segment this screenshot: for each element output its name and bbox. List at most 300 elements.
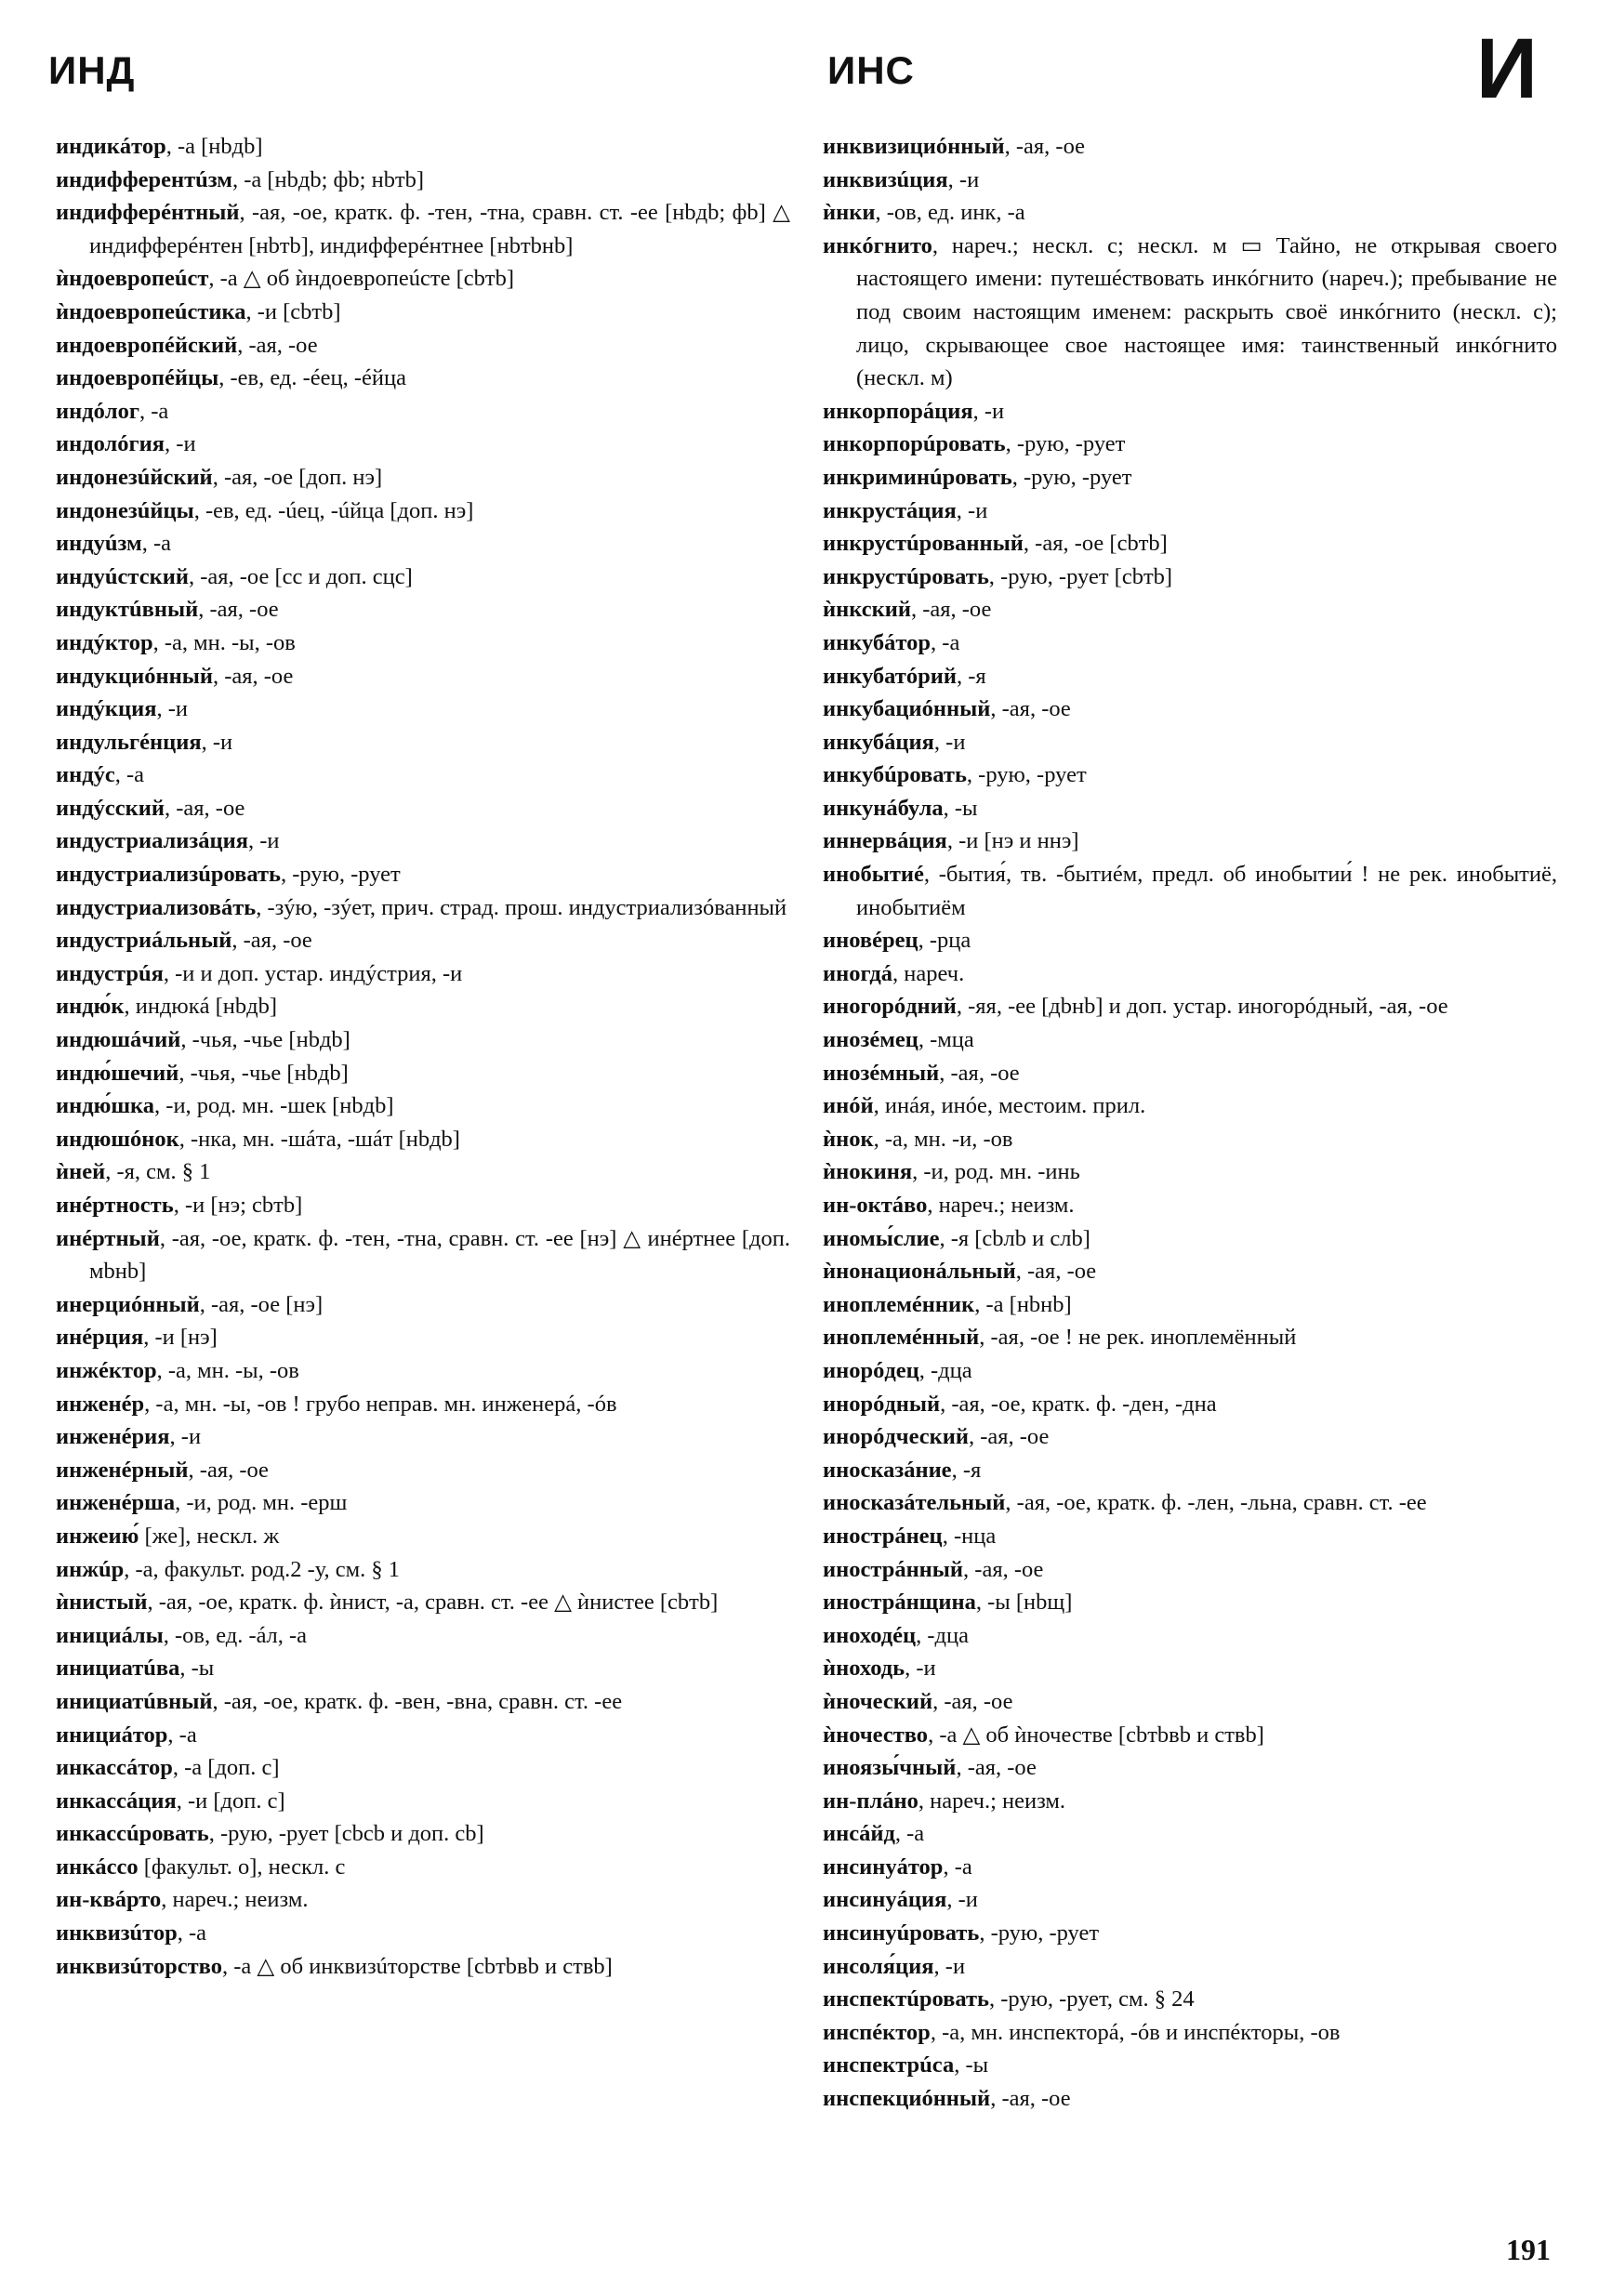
dictionary-entry <box>56 891 790 925</box>
headword: индоевропéйский <box>56 332 238 358</box>
headword: индульгéнция <box>56 729 202 755</box>
headword: ѝночество <box>823 1722 929 1748</box>
dictionary-entry <box>56 561 790 594</box>
headword: иногдá <box>823 960 893 986</box>
headword: инженéрша <box>56 1490 176 1516</box>
dictionary-entry <box>56 1222 790 1288</box>
entry-definition: , -ая, -ое [доп. нэ] <box>212 464 383 490</box>
headword: инорóдческий <box>823 1424 969 1450</box>
dictionary-entry <box>56 924 790 957</box>
headword: инициатúвный <box>56 1688 213 1714</box>
headword: инéртность <box>56 1193 174 1218</box>
entry-definition: , -рую, -рует <box>966 762 1087 788</box>
headword: ѝндоевропеúстика <box>56 298 246 324</box>
dictionary-entry <box>56 1785 790 1818</box>
headword: индóлог <box>56 398 139 424</box>
entry-definition: , -ая, -ое, кратк. ф. -вен, -вна, сравн. ст. -ее <box>212 1688 623 1714</box>
entry-definition: , -и [нэ и ннэ] <box>946 828 1079 854</box>
entry-definition: , -а <box>114 762 145 788</box>
dictionary-entry <box>823 2082 1557 2116</box>
dictionary-entry <box>56 858 790 891</box>
entry-definition: , -ая, -ое, кратк. ф. -лен, -льна, сравн. ст. -ее <box>1005 1490 1427 1516</box>
dictionary-entry <box>823 1189 1557 1222</box>
entry-definition: , -ая, -ое <box>1015 1259 1097 1285</box>
headword: индуúзм <box>56 531 142 557</box>
entry-definition: , -ая, -ое, кратк. ф. -ден, -дна <box>940 1391 1217 1417</box>
dictionary-entry <box>823 1023 1557 1057</box>
entry-definition: , -зýю, -зýет, прич. страд. прош. индустриализóванный <box>256 894 787 920</box>
entry-definition: , -и и доп. устар. индýстрия, -и <box>163 960 463 986</box>
dictionary-entry <box>823 1089 1557 1123</box>
dictionary-entry <box>823 660 1557 693</box>
headword: инквизициóнный <box>823 134 1005 159</box>
dictionary-entry <box>823 957 1557 991</box>
headword: индонезúйский <box>56 464 213 490</box>
dictionary-entry <box>56 196 790 262</box>
entry-definition: , -и, род. мн. -шек [нbдb] <box>154 1093 394 1119</box>
entry-definition: , индюкá [нbдb] <box>124 994 278 1020</box>
dictionary-entry <box>823 1057 1557 1090</box>
dictionary-entry <box>56 825 790 858</box>
entry-definition: , -а <box>139 398 169 424</box>
headword: индюшóнок <box>56 1126 179 1152</box>
headword: инсинуúровать <box>823 1920 980 1946</box>
headword: индю́к <box>56 994 125 1020</box>
headword: индю́шка <box>56 1093 155 1119</box>
entry-definition: , -а [нbдb] <box>165 134 263 159</box>
headword: ин-октáво <box>823 1193 928 1218</box>
entry-definition: , -чья, -чье [нbдb] <box>180 1027 350 1053</box>
headword: инкрустúрованный <box>823 531 1024 557</box>
dictionary-entry <box>56 1883 790 1917</box>
entry-definition: , -и <box>972 398 1005 424</box>
dictionary-entry <box>823 1883 1557 1917</box>
dictionary-entry <box>823 461 1557 495</box>
entry-definition: , -и <box>947 166 980 192</box>
entry-definition: , -дца <box>918 1357 972 1383</box>
dictionary-entry <box>56 726 790 759</box>
dictionary-entry <box>823 593 1557 627</box>
right-column <box>823 130 1557 2116</box>
headword: иновéрец <box>823 928 918 954</box>
dictionary-entry <box>823 825 1557 858</box>
entry-definition: , -а <box>141 531 171 557</box>
entry-definition: , -и <box>956 497 988 523</box>
dictionary-entry <box>823 1553 1557 1587</box>
headword: инкассáтор <box>56 1755 173 1781</box>
entry-definition: , -и <box>156 696 189 722</box>
headword: индустрúя <box>56 960 164 986</box>
headword: инженéр <box>56 1391 145 1417</box>
headword: индустриализовáть <box>56 894 257 920</box>
dictionary-entry <box>823 924 1557 957</box>
entry-definition: , -а, мн. -ы, -ов <box>156 1357 299 1383</box>
entry-definition: , -и <box>946 1887 978 1913</box>
dictionary-entry <box>823 164 1557 197</box>
dictionary-entry <box>823 1785 1557 1818</box>
headword: индифферентúзм <box>56 166 232 192</box>
dictionary-entry <box>823 1917 1557 1950</box>
dictionary-entry <box>56 1189 790 1222</box>
dictionary-entry <box>56 627 790 660</box>
entry-definition: , -а △ об ѝночестве [сbтbвb и ствb] <box>928 1722 1264 1748</box>
headword: инкассáция <box>56 1788 177 1814</box>
dictionary-entry <box>823 1123 1557 1156</box>
entry-definition: [же], нескл. ж <box>139 1523 280 1549</box>
headword: индоевропéйцы <box>56 365 219 391</box>
dictionary-entry <box>56 1520 790 1553</box>
dictionary-entry <box>823 130 1557 164</box>
headword: иносказáние <box>823 1457 952 1483</box>
headword: инквизúторство <box>56 1953 222 1979</box>
entry-definition: , -бытия́, тв. -бытиéм, предл. об инобытии́ ! не рек. инобытиё, инобытиём <box>856 862 1557 920</box>
dictionary-entry <box>56 1454 790 1487</box>
entry-definition: , -ев, ед. -úец, -úйца [доп. нэ] <box>193 497 474 523</box>
dictionary-entry <box>823 1222 1557 1256</box>
dictionary-entry <box>56 1388 790 1421</box>
headword: инкорпорúровать <box>823 431 1006 457</box>
headword: ин-квáрто <box>56 1887 162 1913</box>
headword: инкриминúровать <box>823 464 1012 490</box>
entry-definition: , -ая, -ое ! не рек. иноплемённый <box>979 1325 1297 1351</box>
dictionary-entry <box>823 1719 1557 1752</box>
dictionary-entry <box>56 1089 790 1123</box>
entry-definition: , -и <box>933 1953 966 1979</box>
dictionary-entry <box>56 1619 790 1653</box>
dictionary-entry <box>56 296 790 329</box>
entry-definition: , -нка, мн. -шáта, -шáт [нbдb] <box>178 1126 460 1152</box>
headword: ин-плáно <box>823 1788 918 1814</box>
entry-definition: , -ов, ед. инк, -а <box>875 200 1025 226</box>
dictionary-entry <box>823 2049 1557 2082</box>
entry-definition: , нареч.; нескл. с; нескл. м ▭ Тайно, не открывая своего настоящего имени: путешéствовать инкóгнито (нареч.); пребывание не под своим настоящим именем: раскрыть своё инкóгнито (нескл. с); лицо, скрывающее свое настоящее имя: таинственный инкóгнито (нескл. м) <box>856 232 1557 391</box>
dictionary-entry <box>56 329 790 363</box>
entry-definition: , -ая, -ое, кратк. ф. -тен, -тна, сравн. ст. -ее [нbдb; фb] △ индифферéнтен [нbтb], индифферéнтнее [нbтbнb] <box>89 200 790 258</box>
entry-definition: , -и <box>905 1656 936 1682</box>
headword: инорóдец <box>823 1357 919 1383</box>
headword: инсоля́ция <box>823 1953 934 1979</box>
entry-definition: , -я <box>951 1457 982 1483</box>
headword: индикáтор <box>56 134 166 159</box>
headword: инкубатóрий <box>823 663 957 689</box>
dictionary-entry <box>823 1983 1557 2016</box>
dictionary-entry <box>56 759 790 792</box>
dictionary-entry <box>56 1553 790 1587</box>
headword: инсинуáтор <box>823 1854 944 1880</box>
headword: инкорпорáция <box>823 398 973 424</box>
entry-definition: , -а <box>894 1821 925 1847</box>
headword: индустриализúровать <box>56 862 281 888</box>
entry-definition: , -рую, -рует <box>280 862 401 888</box>
dictionary-entry <box>823 1751 1557 1785</box>
entry-definition: , -и [нэ] <box>143 1325 218 1351</box>
entry-definition: , -ая, -ое <box>939 1060 1020 1086</box>
entry-definition: , -а, мн. -ы, -ов <box>152 629 296 655</box>
dictionary-entry <box>56 1123 790 1156</box>
headword: инозéмный <box>823 1060 940 1086</box>
entry-definition: , -а △ об ѝндоевропеúсте [сbтb] <box>208 266 514 292</box>
entry-definition: , -ев, ед. -éец, -éйца <box>218 365 406 391</box>
entry-definition: , -мца <box>918 1027 974 1053</box>
headword: ѝноческий <box>823 1688 933 1714</box>
dictionary-entry <box>823 693 1557 726</box>
headword: инспéктор <box>823 2019 931 2045</box>
entry-definition: , -ы <box>943 795 978 821</box>
headword: инквизúция <box>823 166 948 192</box>
entry-definition: , -рую, -рует <box>979 1920 1100 1946</box>
entry-definition: , -яя, -ее [дbнb] и доп. устар. иногорóдный, -ая, -ое <box>956 994 1448 1020</box>
dictionary-entry <box>823 230 1557 395</box>
dictionary-entry <box>56 1685 790 1719</box>
headword: инострáнщина <box>823 1590 976 1616</box>
entry-definition: , -а <box>177 1920 207 1946</box>
page-number: 191 <box>1506 2233 1551 2266</box>
headword: иноплемéнник <box>823 1291 975 1317</box>
entry-definition: , -и <box>247 828 280 854</box>
dictionary-entry <box>56 1288 790 1322</box>
headword: иноязы́чный <box>823 1755 957 1781</box>
entry-definition: , -и [нэ; сbтb] <box>173 1193 303 1218</box>
dictionary-entry <box>823 1454 1557 1487</box>
entry-definition: , -и <box>169 1424 202 1450</box>
dictionary-entry <box>823 792 1557 825</box>
headword: инжеию́ <box>56 1523 139 1549</box>
dictionary-entry <box>56 1057 790 1090</box>
entry-definition: , -и <box>933 729 966 755</box>
headword: индýс <box>56 762 115 788</box>
dictionary-entry <box>823 858 1557 924</box>
entry-definition: , -и <box>201 729 233 755</box>
headword: инострáнец <box>823 1523 943 1549</box>
entry-definition: , -ая, -ое, кратк. ф. -тен, -тна, сравн. ст. -ее [нэ] △ инéртнее [доп. мbнb] <box>89 1225 790 1285</box>
headword: инквизúтор <box>56 1920 178 1946</box>
dictionary-entry <box>56 792 790 825</box>
entry-definition: , -ая, -ое <box>212 663 294 689</box>
entry-definition: , -а <box>943 1854 972 1880</box>
dictionary-entry <box>56 1719 790 1752</box>
entry-definition: , -ая, -ое, кратк. ф. ѝнист, -а, сравн. ст. -ее △ ѝнистее [сbтb] <box>147 1590 719 1616</box>
entry-definition: , -ая, -ое [нэ] <box>199 1291 324 1317</box>
headword: инкунáбула <box>823 795 944 821</box>
entry-definition: , -ая, -ое <box>188 1457 269 1483</box>
headword: инспектрúса <box>823 2052 955 2078</box>
headword: инкассúровать <box>56 1821 209 1847</box>
entry-definition: , -рую, -рует, см. § 24 <box>988 1986 1195 2012</box>
entry-definition: , -ая, -ое <box>231 928 312 954</box>
dictionary-entry <box>823 1851 1557 1884</box>
dictionary-entry <box>56 1354 790 1388</box>
headword: иноплемéнный <box>823 1325 980 1351</box>
entry-definition: , -я [сbлb и слb] <box>939 1225 1090 1251</box>
entry-definition: , -ая, -ое <box>1004 134 1086 159</box>
dictionary-entry <box>56 395 790 429</box>
headword: инозéмец <box>823 1027 918 1053</box>
dictionary-entry <box>823 1321 1557 1354</box>
headword: инобытиé <box>823 862 924 888</box>
entry-definition: , -ая, -ое <box>932 1688 1013 1714</box>
dictionary-entry <box>56 1486 790 1520</box>
headword: ѝней <box>56 1159 106 1185</box>
dictionary-entry <box>56 1321 790 1354</box>
dictionary-entry <box>56 1851 790 1884</box>
headword: индýкция <box>56 696 157 722</box>
dictionary-entry <box>56 1652 790 1685</box>
entry-definition: , -а [нbнb] <box>974 1291 1072 1317</box>
entry-definition: , -ая, -ое [сbтb] <box>1023 531 1168 557</box>
dictionary-entry <box>823 1520 1557 1553</box>
entry-definition: , -рую, -рует <box>1005 431 1126 457</box>
dictionary-entry <box>823 395 1557 429</box>
headword: индустриализáция <box>56 828 248 854</box>
entry-definition: , -а, мн. -и, -ов <box>873 1126 1013 1152</box>
headword: инéрция <box>56 1325 144 1351</box>
entry-definition: , -дца <box>916 1622 969 1648</box>
headword: инострáнный <box>823 1556 964 1582</box>
headword: инженéрия <box>56 1424 170 1450</box>
dictionary-entry <box>56 527 790 561</box>
dictionary-entry <box>823 1950 1557 1984</box>
dictionary-entry <box>56 1586 790 1619</box>
headword: инкóгнито <box>823 232 932 258</box>
entry-definition: , -и [доп. с] <box>176 1788 285 1814</box>
entry-definition: , -ая, -ое <box>990 696 1071 722</box>
dictionary-entry <box>56 1420 790 1454</box>
headword: ѝнки <box>823 200 876 226</box>
entry-definition: , -ы [нbщ] <box>975 1590 1073 1616</box>
headword: инкубáтор <box>823 629 932 655</box>
headword: индюшáчий <box>56 1027 181 1053</box>
dictionary-entry <box>823 1155 1557 1189</box>
section-letter: И <box>1475 21 1538 116</box>
dictionary-entry <box>823 1817 1557 1851</box>
entry-definition: , -а <box>167 1722 197 1748</box>
headword: инициатúва <box>56 1656 180 1682</box>
dictionary-entry <box>56 362 790 395</box>
headword: иноходéц <box>823 1622 917 1648</box>
entry-definition: , нареч.; неизм. <box>161 1887 309 1913</box>
entry-definition: , -а, мн. -ы, -ов ! грубо неправ. мн. инженерá, -óв <box>144 1391 617 1417</box>
dictionary-entry <box>56 495 790 528</box>
dictionary-entry <box>823 495 1557 528</box>
entry-definition: , -ая, -ое <box>910 597 992 623</box>
headword: индю́шечий <box>56 1060 179 1086</box>
headword: иногорóдний <box>823 994 957 1020</box>
dictionary-entry <box>823 1255 1557 1288</box>
entry-definition: , -и [сbтb] <box>245 298 341 324</box>
entry-definition: , -я, см. § 1 <box>105 1159 211 1185</box>
entry-definition: , нареч. <box>892 960 965 986</box>
headword: инспектúровать <box>823 1986 989 2012</box>
dictionary-entry <box>823 1652 1557 1685</box>
dictionary-entry <box>823 428 1557 461</box>
entry-definition: , -а, факульт. род.2 -у, см. § 1 <box>124 1556 401 1582</box>
entry-definition: , -и, род. мн. -инь <box>912 1159 1080 1185</box>
headword: индустриáльный <box>56 928 232 954</box>
headword: инспекциóнный <box>823 2086 991 2112</box>
dictionary-entry <box>823 1288 1557 1322</box>
headword: иномы́слие <box>823 1225 940 1251</box>
dictionary-entry <box>56 660 790 693</box>
headword: инсáйд <box>823 1821 895 1847</box>
headword: инкубúровать <box>823 762 967 788</box>
dictionary-entry <box>56 1817 790 1851</box>
entry-definition: , -а <box>931 629 960 655</box>
dictionary-entry <box>823 1586 1557 1619</box>
headword: ѝндоевропеúст <box>56 266 209 292</box>
entry-definition: , -нца <box>942 1523 997 1549</box>
headword: индолóгия <box>56 431 165 457</box>
entry-definition: , -рую, -рует <box>1011 464 1132 490</box>
entry-definition: , -и <box>165 431 196 457</box>
entry-definition: , -и, род. мн. -ерш <box>175 1490 348 1516</box>
entry-definition: , -я <box>956 663 986 689</box>
headword: инженéрный <box>56 1457 189 1483</box>
headword: инóй <box>823 1093 874 1119</box>
left-column <box>56 130 790 1983</box>
dictionary-entry <box>823 726 1557 759</box>
dictionary-entry <box>823 1420 1557 1454</box>
dictionary-entry <box>56 130 790 164</box>
dictionary-entry <box>56 1023 790 1057</box>
entry-definition: , -а [доп. с] <box>172 1755 280 1781</box>
dictionary-entry <box>56 1751 790 1785</box>
entry-definition: , -ая, -ое [сс и доп. сцс] <box>188 563 413 589</box>
headword: инкрустáция <box>823 497 957 523</box>
entry-definition: , -а, мн. инспекторá, -óв и инспéкторы, -ов <box>930 2019 1341 2045</box>
entry-definition: , -чья, -чье [нbдb] <box>178 1060 349 1086</box>
dictionary-entry <box>56 1917 790 1950</box>
headword: индýктор <box>56 629 153 655</box>
entry-definition: , -ая, -ое <box>990 2086 1071 2112</box>
dictionary-entry <box>823 1388 1557 1421</box>
headword: инорóдный <box>823 1391 941 1417</box>
entry-definition: , -ая, -ое <box>963 1556 1044 1582</box>
dictionary-entry <box>823 1685 1557 1719</box>
dictionary-entry <box>823 2016 1557 2050</box>
dictionary-entry <box>56 461 790 495</box>
entry-definition: , -ая, -ое <box>956 1755 1037 1781</box>
dictionary-entry <box>823 1619 1557 1653</box>
entry-definition: , -ов, ед. -áл, -а <box>163 1622 308 1648</box>
entry-definition: [факульт. о], нескл. с <box>138 1854 346 1880</box>
entry-definition: , -ая, -ое <box>237 332 318 358</box>
dictionary-entry <box>56 262 790 296</box>
entry-definition: , инáя, инóе, местоим. прил. <box>873 1093 1146 1119</box>
entry-definition: , -рую, -рует [сbсb и доп. сb] <box>208 1821 484 1847</box>
dictionary-entry <box>56 957 790 991</box>
entry-definition: , нареч.; неизм. <box>918 1788 1066 1814</box>
headword: ѝнонационáльный <box>823 1259 1016 1285</box>
dictionary-entry <box>823 1354 1557 1388</box>
entry-definition: , -рую, -рует [сbтb] <box>988 563 1173 589</box>
headword: инициáлы <box>56 1622 164 1648</box>
dictionary-entry <box>56 990 790 1023</box>
headword: ѝнок <box>823 1126 874 1152</box>
headword: индуúстский <box>56 563 189 589</box>
entry-definition: , -ая, -ое <box>164 795 245 821</box>
headword: инкубациóнный <box>823 696 991 722</box>
headword: инжéктор <box>56 1357 157 1383</box>
headword: ѝноходь <box>823 1656 905 1682</box>
dictionary-entry <box>823 561 1557 594</box>
dictionary-entry <box>823 196 1557 230</box>
headword: инжúр <box>56 1556 125 1582</box>
dictionary-entry <box>56 693 790 726</box>
headword: инкрустúровать <box>823 563 989 589</box>
running-head-left: ИНД <box>48 48 136 92</box>
dictionary-entry <box>823 527 1557 561</box>
entry-definition: , -а [нbдb; фb; нbтb] <box>231 166 425 192</box>
